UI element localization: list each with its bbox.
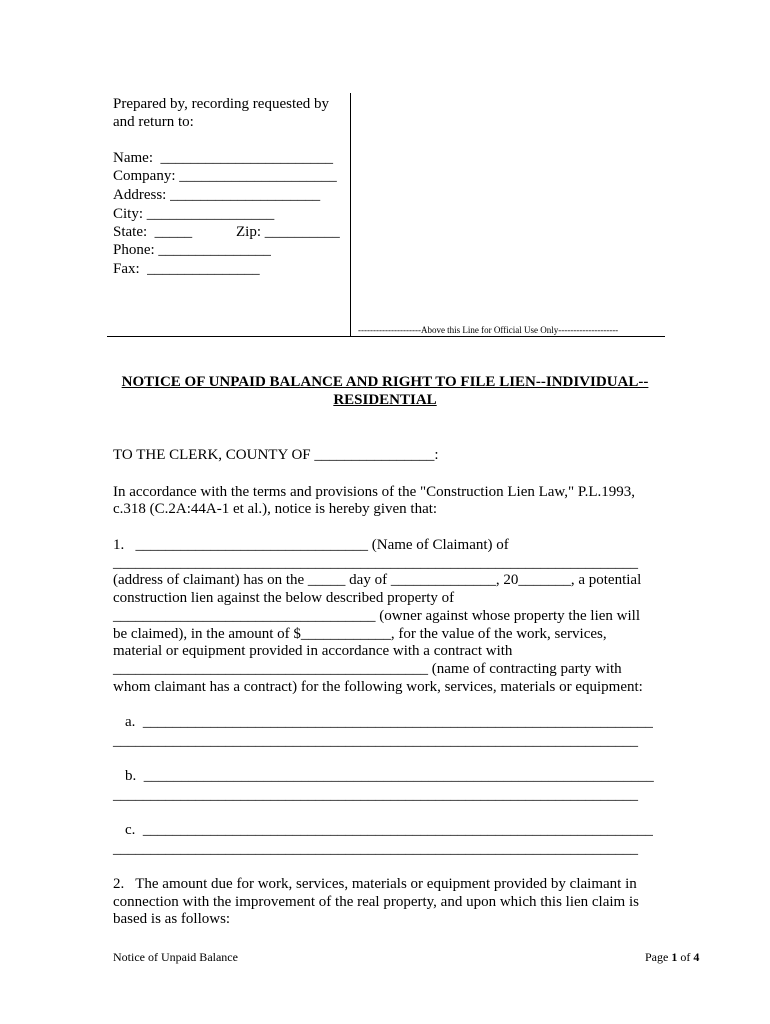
page-current: 1 xyxy=(671,950,678,964)
paragraph-1-line-2[interactable]: ______________________________________________________________________ xyxy=(113,555,638,571)
intro-line-2: c.318 (C.2A:44A-1 et al.), notice is hereby given that: xyxy=(113,501,438,517)
paragraph-1-line-9: whom claimant has a contract) for the following work, services, materials or equipment: xyxy=(113,679,643,695)
item-a-continuation[interactable]: ______________________________________________________________________ xyxy=(113,733,638,749)
paragraph-1-line-3[interactable]: (address of claimant) has on the _____ day of ______________, 20_______, a potential xyxy=(113,572,642,588)
title-line-1: NOTICE OF UNPAID BALANCE AND RIGHT TO FILE LIEN--INDIVIDUAL-- xyxy=(121,374,649,390)
item-c-field[interactable]: c. ____________________________________________________________________ xyxy=(125,822,653,838)
page-of: of xyxy=(677,950,694,964)
item-c-continuation[interactable]: ______________________________________________________________________ xyxy=(113,841,638,857)
name-field[interactable]: Name: _______________________ xyxy=(113,150,333,166)
footer-page-number xyxy=(645,948,699,966)
phone-field[interactable]: Phone: _______________ xyxy=(113,242,271,258)
title-line-2: RESIDENTIAL xyxy=(333,392,437,408)
fax-field[interactable]: Fax: _______________ xyxy=(113,261,260,277)
paragraph-1-line-4: construction lien against the below described property of xyxy=(113,590,455,606)
item-b-continuation[interactable]: ______________________________________________________________________ xyxy=(113,787,638,803)
official-use-note: ---------------------Above this Line for Official Use Only-------------------- xyxy=(358,325,619,335)
page-prefix: Page xyxy=(645,950,672,964)
paragraph-1-line-6[interactable]: be claimed), in the amount of $____________, for the value of the work, services, xyxy=(113,626,607,642)
footer-document-name: Notice of Unpaid Balance xyxy=(113,950,238,964)
company-field[interactable]: Company: _____________________ xyxy=(113,168,337,184)
item-b-field[interactable]: b. ____________________________________________________________________ xyxy=(125,768,654,784)
page-total: 4 xyxy=(693,950,700,964)
paragraph-2-line-3: based is as follows: xyxy=(113,911,231,927)
header-horizontal-divider xyxy=(107,336,665,337)
intro-line-1: In accordance with the terms and provisions of the "Construction Lien Law," P.L.1993, xyxy=(113,484,635,500)
paragraph-1-line-7: material or equipment provided in accordance with a contract with xyxy=(113,643,513,659)
return-to-label: and return to: xyxy=(113,114,194,130)
city-field[interactable]: City: _________________ xyxy=(113,206,275,222)
zip-field[interactable]: Zip: __________ xyxy=(236,224,340,240)
state-field[interactable]: State: _____ xyxy=(113,224,193,240)
paragraph-1-line-8[interactable]: __________________________________________ (name of contracting party with xyxy=(113,661,622,677)
address-field[interactable]: Address: ____________________ xyxy=(113,187,321,203)
header-vertical-divider xyxy=(350,93,351,336)
paragraph-1-line-5[interactable]: ___________________________________ (owner against whose property the lien will xyxy=(113,608,641,624)
to-clerk-line[interactable]: TO THE CLERK, COUNTY OF ________________: xyxy=(113,447,439,463)
item-a-field[interactable]: a. ____________________________________________________________________ xyxy=(125,714,653,730)
document-title xyxy=(100,373,670,409)
paragraph-2-line-2: connection with the improvement of the real property, and upon which this lien claim is xyxy=(113,894,639,910)
prepared-by-label: Prepared by, recording requested by xyxy=(113,96,330,112)
paragraph-1-line-1[interactable]: 1. _______________________________ (Name of Claimant) of xyxy=(113,537,509,553)
paragraph-2-line-1: 2. The amount due for work, services, materials or equipment provided by claimant in xyxy=(113,876,637,892)
